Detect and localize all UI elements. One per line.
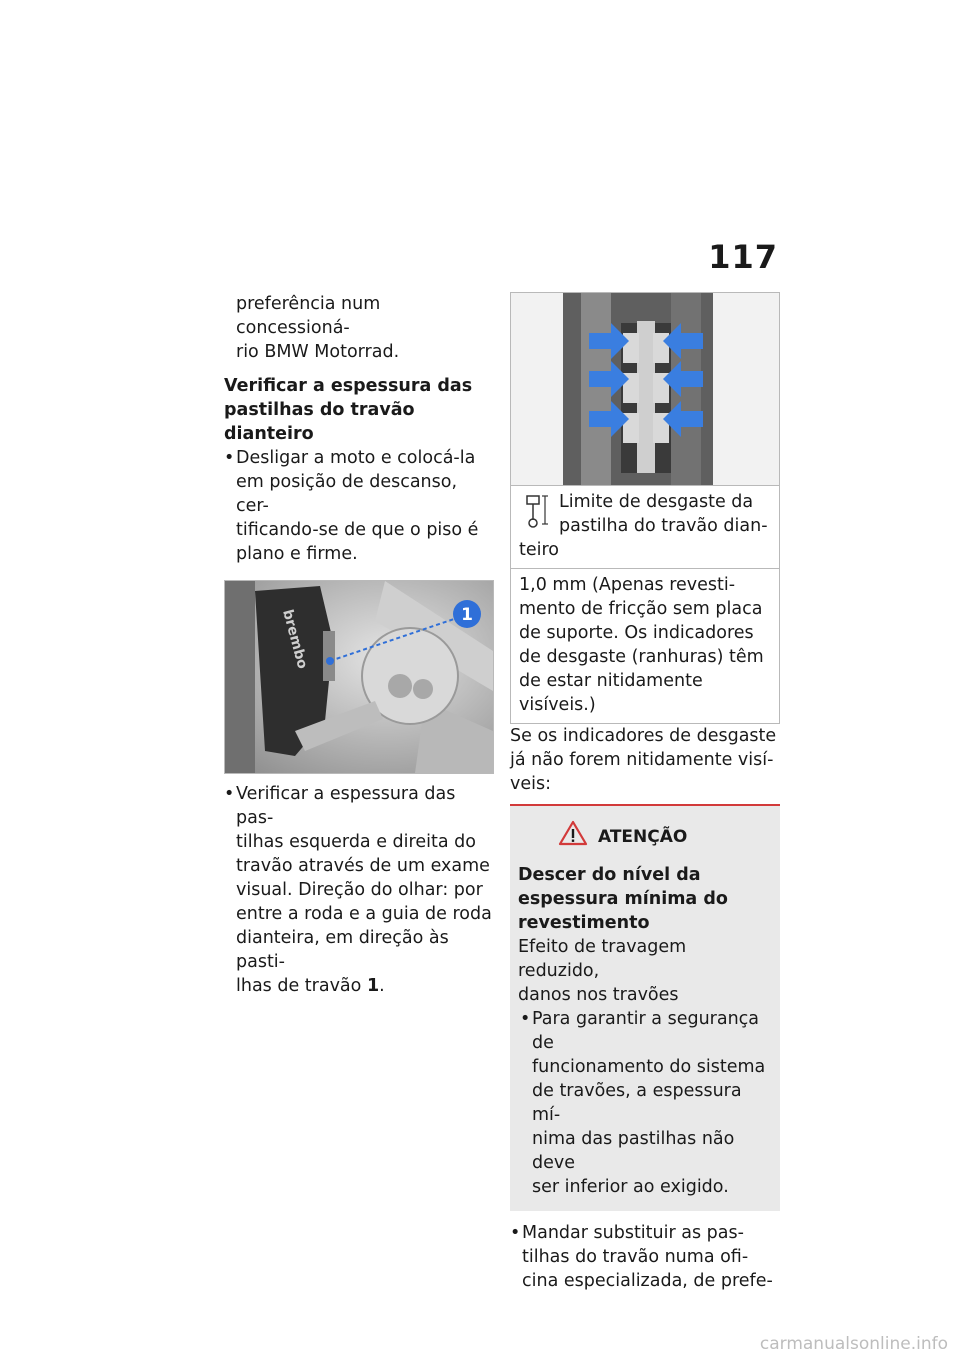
caliper-photo bbox=[224, 580, 494, 774]
bullet-dot-icon: • bbox=[224, 448, 235, 468]
bullet2-line-6: dianteira, em direção às pasti- bbox=[236, 928, 449, 972]
watermark: carmanualsonline.info bbox=[759, 1334, 948, 1354]
bullet-item bbox=[224, 446, 494, 566]
warning-title-line-3: revestimento bbox=[518, 913, 650, 933]
callout-number: 1 bbox=[461, 605, 473, 625]
bullet2-period: . bbox=[379, 976, 385, 996]
warning-triangle-icon bbox=[558, 820, 588, 853]
bullet1-line-3: tificando-se de que o piso é bbox=[236, 520, 479, 540]
spec-title-line-3: teiro bbox=[519, 540, 560, 560]
spec-value-line-3: de suporte. Os indicadores bbox=[519, 623, 754, 643]
spec-title-line-1: Limite de desgaste da bbox=[559, 492, 754, 512]
spec-value-line-5: de estar nitidamente visíveis.) bbox=[519, 671, 703, 715]
warning-consequence-line-2: danos nos travões bbox=[518, 985, 679, 1005]
bullet2-line-1: Verificar a espessura das pas- bbox=[236, 784, 456, 828]
bullet3-line-1: Mandar substituir as pas- bbox=[522, 1223, 744, 1243]
bullet1-line-2: em posição de descanso, cer- bbox=[236, 472, 458, 516]
warning-action bbox=[518, 1007, 772, 1199]
spec-value-line-2: mento de fricção sem placa bbox=[519, 599, 763, 619]
brand-marking: brembo bbox=[279, 607, 311, 671]
bullet2-line-4: visual. Direção do olhar: por bbox=[236, 880, 483, 900]
intro-line-2: rio BMW Motorrad. bbox=[236, 342, 400, 362]
reference-number: 1 bbox=[366, 976, 380, 996]
warning-label: ATENÇÃO bbox=[598, 826, 688, 847]
warning-action-line-3: de travões, a espessura mí- bbox=[532, 1081, 742, 1125]
section-heading-line-2: pastilhas do travão dianteiro bbox=[224, 400, 415, 444]
spec-value-line-1: 1,0 mm (Apenas revesti- bbox=[519, 575, 736, 595]
bullet-item bbox=[510, 1221, 780, 1293]
warning-title-line-2: espessura mínima do bbox=[518, 889, 728, 909]
warning-consequence-line-1: Efeito de travagem reduzido, bbox=[518, 937, 687, 981]
after-spec-line-3: veis: bbox=[510, 774, 551, 794]
warning-action-line-2: funcionamento do sistema bbox=[532, 1057, 766, 1077]
bullet2-line-3: travão através de um exame bbox=[236, 856, 490, 876]
warning-action-line-1: Para garantir a segurança de bbox=[532, 1009, 760, 1053]
section-heading-line-1: Verificar a espessura das bbox=[224, 376, 473, 396]
bullet2-line-2: tilhas esquerda e direita do bbox=[236, 832, 476, 852]
spec-title-line-2: pastilha do travão dian- bbox=[559, 516, 768, 536]
bullet3-line-2: tilhas do travão numa ofi- bbox=[522, 1247, 749, 1267]
warning-title-line-1: Descer do nível da bbox=[518, 865, 701, 885]
bullet2-last-text: lhas de travão bbox=[236, 976, 367, 996]
bullet2-line-7 bbox=[236, 974, 494, 998]
after-spec-line-2: já não forem nitidamente visí- bbox=[510, 750, 774, 770]
brake-pads-photo bbox=[510, 292, 780, 486]
after-spec-line-1: Se os indicadores de desgaste bbox=[510, 726, 777, 746]
bullet-dot-icon: • bbox=[510, 1223, 521, 1243]
arrow-right-icon bbox=[589, 323, 629, 437]
spec-value-row bbox=[511, 569, 779, 723]
bullet1-line-1: Desligar a moto e colocá-la bbox=[236, 448, 476, 468]
bullet3-line-3: cina especializada, de prefe- bbox=[522, 1271, 773, 1291]
bullet-item bbox=[224, 782, 494, 998]
spec-table bbox=[510, 486, 780, 724]
bullet-dot-icon: • bbox=[224, 784, 235, 804]
spec-value-line-4: de desgaste (ranhuras) têm bbox=[519, 647, 764, 667]
intro-line-1: preferência num concessioná- bbox=[236, 294, 381, 338]
arrow-left-icon bbox=[663, 323, 703, 437]
spec-title-row bbox=[511, 486, 779, 569]
warning-action-line-5: ser inferior ao exigido. bbox=[532, 1177, 729, 1197]
bullet-dot-icon: • bbox=[520, 1009, 531, 1029]
brake-pad-wear-icon bbox=[519, 490, 559, 534]
right-column bbox=[510, 292, 780, 1293]
warning-action-line-4: nima das pastilhas não deve bbox=[532, 1129, 735, 1173]
warning-box bbox=[510, 804, 780, 1211]
left-column bbox=[224, 292, 494, 998]
warning-header bbox=[558, 820, 772, 853]
page-number: 117 bbox=[708, 238, 778, 276]
bullet2-line-5: entre a roda e a guia de roda bbox=[236, 904, 492, 924]
bullet1-line-4: plano e firme. bbox=[236, 544, 358, 564]
